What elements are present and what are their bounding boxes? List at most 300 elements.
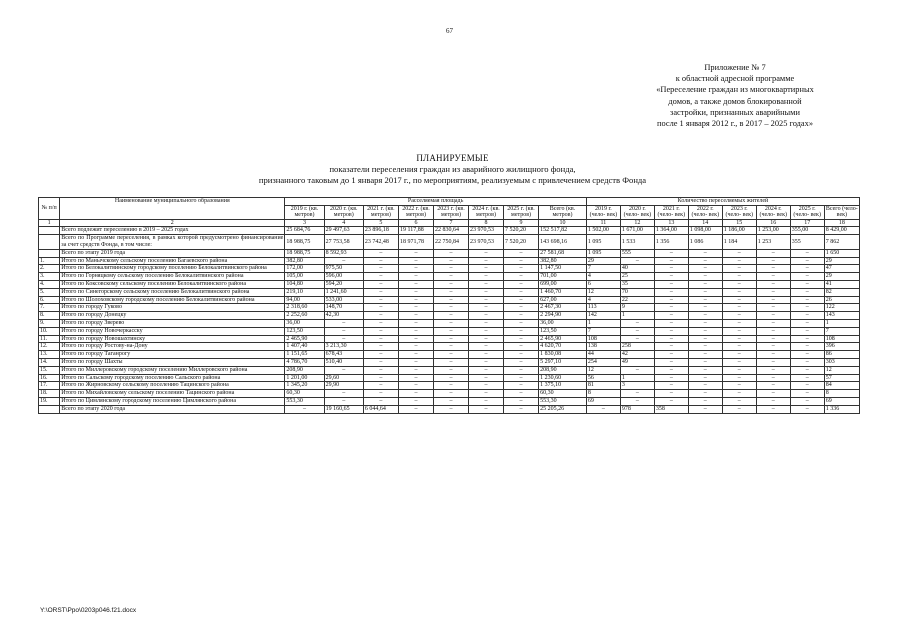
value-cell: – <box>398 312 433 320</box>
value-cell: 1 375,10 <box>539 382 587 390</box>
row-number: 13. <box>39 351 60 359</box>
value-cell: 1 201,00 <box>285 374 324 382</box>
value-cell: – <box>756 319 790 327</box>
value-cell: – <box>433 327 468 335</box>
value-cell: – <box>398 405 433 413</box>
table-row <box>39 366 860 374</box>
value-cell: – <box>620 257 654 265</box>
value-cell: – <box>469 312 504 320</box>
column-header: 2022 г. (кв. метров) <box>398 205 433 219</box>
column-header: 2019 г. (кв. метров) <box>285 205 324 219</box>
value-cell: 596,00 <box>324 273 363 281</box>
column-index: 11 <box>586 219 620 227</box>
value-cell: 9 <box>620 304 654 312</box>
value-cell: 355,00 <box>790 227 824 235</box>
value-cell: – <box>504 312 539 320</box>
value-cell: 3 213,30 <box>324 343 363 351</box>
value-cell: – <box>654 312 688 320</box>
table-head <box>39 198 860 227</box>
value-cell: – <box>504 249 539 257</box>
column-index: 10 <box>539 219 587 227</box>
value-cell: – <box>469 273 504 281</box>
value-cell: – <box>688 288 722 296</box>
value-cell: – <box>324 257 363 265</box>
value-cell: – <box>688 397 722 405</box>
value-cell: – <box>654 343 688 351</box>
value-cell: 396 <box>824 343 859 351</box>
value-cell: 1 098,00 <box>688 227 722 235</box>
value-cell: – <box>688 351 722 359</box>
value-cell: 60,30 <box>285 390 324 398</box>
value-cell: – <box>433 382 468 390</box>
value-cell: – <box>504 319 539 327</box>
value-cell: – <box>504 390 539 398</box>
value-cell: – <box>756 257 790 265</box>
value-cell: – <box>504 374 539 382</box>
value-cell: – <box>790 265 824 273</box>
row-number <box>39 235 60 250</box>
value-cell: – <box>469 351 504 359</box>
value-cell: – <box>324 319 363 327</box>
table-row <box>39 312 860 320</box>
column-header: 2021 г. (кв. метров) <box>363 205 398 219</box>
row-number: 11. <box>39 335 60 343</box>
value-cell: 1 086 <box>688 235 722 250</box>
value-cell: – <box>398 249 433 257</box>
table-row <box>39 265 860 273</box>
value-cell: – <box>688 366 722 374</box>
header-num: № п/п <box>39 198 60 220</box>
column-index: 8 <box>469 219 504 227</box>
municipality-name: Всего по этапу 2019 года <box>60 249 285 257</box>
value-cell: – <box>504 273 539 281</box>
appendix-line: к областной адресной программе <box>675 74 795 84</box>
column-index: 9 <box>504 219 539 227</box>
value-cell: – <box>620 335 654 343</box>
value-cell: 12 <box>586 288 620 296</box>
value-cell: – <box>790 390 824 398</box>
value-cell: – <box>433 296 468 304</box>
value-cell: 23 742,48 <box>363 235 398 250</box>
value-cell: – <box>504 304 539 312</box>
document-title <box>30 153 875 186</box>
value-cell: – <box>790 296 824 304</box>
value-cell: – <box>620 390 654 398</box>
value-cell: 81 <box>586 382 620 390</box>
value-cell: – <box>504 405 539 413</box>
value-cell: 18 971,78 <box>398 235 433 250</box>
value-cell: – <box>688 304 722 312</box>
column-index: 2 <box>60 219 285 227</box>
row-number: 17. <box>39 382 60 390</box>
value-cell: – <box>688 273 722 281</box>
value-cell: – <box>504 265 539 273</box>
value-cell: 1 095 <box>586 235 620 250</box>
value-cell: – <box>756 288 790 296</box>
value-cell: 8 429,00 <box>824 227 859 235</box>
value-cell: – <box>398 280 433 288</box>
value-cell: – <box>756 390 790 398</box>
value-cell: – <box>790 405 824 413</box>
table-row <box>39 351 860 359</box>
value-cell: 1 830,08 <box>539 351 587 359</box>
value-cell: 12 <box>586 366 620 374</box>
value-cell: 1 502,00 <box>586 227 620 235</box>
value-cell: – <box>433 397 468 405</box>
value-cell: 2 465,90 <box>539 335 587 343</box>
value-cell: 18 988,75 <box>285 249 324 257</box>
value-cell: 7 520,20 <box>504 235 539 250</box>
value-cell: – <box>363 273 398 281</box>
municipality-name: Итого по Синегорскому сельскому поселению Белокалитвинского района <box>60 288 285 296</box>
municipality-name: Итого по Жирновскому сельскому поселению Тацинского района <box>60 382 285 390</box>
value-cell: – <box>324 335 363 343</box>
value-cell: 152 517,82 <box>539 227 587 235</box>
value-cell: – <box>654 257 688 265</box>
appendix-line: «Переселение граждан из многоквартирных <box>656 85 814 95</box>
value-cell: – <box>722 390 756 398</box>
column-header: 2022 г. (чело- век) <box>688 205 722 219</box>
value-cell: 108 <box>586 335 620 343</box>
value-cell: – <box>398 296 433 304</box>
value-cell: 4 620,70 <box>539 343 587 351</box>
municipality-name: Итого по Сальскому городскому поселению Сальского района <box>60 374 285 382</box>
value-cell: – <box>688 319 722 327</box>
value-cell: – <box>363 351 398 359</box>
value-cell: 358 <box>654 405 688 413</box>
value-cell: – <box>504 351 539 359</box>
column-index: 3 <box>285 219 324 227</box>
value-cell: 82 <box>824 288 859 296</box>
value-cell: 86 <box>824 351 859 359</box>
value-cell: – <box>363 397 398 405</box>
column-index: 5 <box>363 219 398 227</box>
value-cell: 1 336 <box>824 405 859 413</box>
value-cell: 1 <box>824 319 859 327</box>
value-cell: – <box>469 366 504 374</box>
value-cell: – <box>504 296 539 304</box>
value-cell: – <box>398 304 433 312</box>
value-cell: – <box>398 265 433 273</box>
value-cell: – <box>504 358 539 366</box>
value-cell: – <box>363 358 398 366</box>
value-cell: – <box>469 257 504 265</box>
value-cell: – <box>688 390 722 398</box>
value-cell: – <box>363 327 398 335</box>
value-cell: – <box>363 257 398 265</box>
value-cell: 27 581,68 <box>539 249 587 257</box>
value-cell: – <box>469 358 504 366</box>
value-cell: – <box>688 343 722 351</box>
value-cell: – <box>504 397 539 405</box>
value-cell: 1 151,65 <box>285 351 324 359</box>
value-cell: 553,30 <box>285 397 324 405</box>
table-row <box>39 319 860 327</box>
value-cell: – <box>363 390 398 398</box>
value-cell: 1 241,60 <box>324 288 363 296</box>
value-cell: – <box>790 327 824 335</box>
value-cell: – <box>398 358 433 366</box>
value-cell: 49 <box>620 358 654 366</box>
value-cell: – <box>654 296 688 304</box>
municipality-name: Итого по Коксовскому сельскому поселению Белокалитвинского района <box>60 280 285 288</box>
value-cell: 7 <box>824 327 859 335</box>
value-cell: 104,80 <box>285 280 324 288</box>
value-cell: 26 <box>824 296 859 304</box>
value-cell: – <box>433 374 468 382</box>
value-cell: 142 <box>586 312 620 320</box>
value-cell: 29,60 <box>324 374 363 382</box>
municipality-name: Итого по городу Новошахтинску <box>60 335 285 343</box>
value-cell: – <box>398 319 433 327</box>
value-cell: – <box>504 257 539 265</box>
municipality-name: Итого по городу Гуково <box>60 304 285 312</box>
value-cell: 19 160,65 <box>324 405 363 413</box>
value-cell: – <box>756 249 790 257</box>
value-cell: 3 <box>620 382 654 390</box>
value-cell: – <box>654 280 688 288</box>
table-row <box>39 382 860 390</box>
column-header: 2020 г. (кв. метров) <box>324 205 363 219</box>
column-header: 2023 г. (чело- век) <box>722 205 756 219</box>
value-cell: 258 <box>620 343 654 351</box>
value-cell: – <box>324 390 363 398</box>
value-cell: 701,00 <box>539 273 587 281</box>
value-cell: – <box>722 312 756 320</box>
value-cell: – <box>654 366 688 374</box>
value-cell: 19 117,88 <box>398 227 433 235</box>
value-cell: 555 <box>620 249 654 257</box>
row-number: 14. <box>39 358 60 366</box>
value-cell: – <box>688 249 722 257</box>
value-cell: – <box>790 358 824 366</box>
value-cell: – <box>654 265 688 273</box>
column-index: 7 <box>433 219 468 227</box>
value-cell: 22 <box>620 296 654 304</box>
table-row <box>39 390 860 398</box>
table-row <box>39 257 860 265</box>
table-row <box>39 358 860 366</box>
appendix-line: застройки, признанных аварийными <box>670 107 800 117</box>
appendix-line: домов, а также домов блокированной <box>668 96 802 106</box>
value-cell: 122 <box>824 304 859 312</box>
value-cell: 7 862 <box>824 235 859 250</box>
value-cell: – <box>398 273 433 281</box>
municipality-name: Всего подлежит переселению в 2019 – 2025 годах <box>60 227 285 235</box>
column-index: 1 <box>39 219 60 227</box>
value-cell: 1 <box>586 319 620 327</box>
value-cell: – <box>654 273 688 281</box>
value-cell: – <box>586 405 620 413</box>
value-cell: 1 184 <box>722 235 756 250</box>
value-cell: – <box>504 335 539 343</box>
value-cell: – <box>756 374 790 382</box>
column-index: 16 <box>756 219 790 227</box>
value-cell: – <box>504 366 539 374</box>
value-cell: – <box>688 280 722 288</box>
appendix-line: после 1 января 2012 г., в 2017 – 2025 годах» <box>656 119 814 129</box>
value-cell: 594,20 <box>324 280 363 288</box>
value-cell: 4 <box>586 273 620 281</box>
column-index: 6 <box>398 219 433 227</box>
value-cell: 303 <box>824 358 859 366</box>
value-cell: 36,00 <box>539 319 587 327</box>
value-cell: 1 095 <box>586 249 620 257</box>
value-cell: – <box>722 405 756 413</box>
value-cell: 23 970,53 <box>469 227 504 235</box>
value-cell: – <box>756 296 790 304</box>
value-cell: – <box>722 382 756 390</box>
value-cell: 1 253,00 <box>756 227 790 235</box>
value-cell: – <box>722 304 756 312</box>
value-cell: 2 467,30 <box>539 304 587 312</box>
value-cell: – <box>654 304 688 312</box>
value-cell: 6 <box>586 280 620 288</box>
value-cell: – <box>469 397 504 405</box>
value-cell: 41 <box>824 280 859 288</box>
value-cell: – <box>790 273 824 281</box>
value-cell: 138 <box>586 343 620 351</box>
value-cell: – <box>790 319 824 327</box>
value-cell: 1 533 <box>620 235 654 250</box>
row-number: 9. <box>39 319 60 327</box>
value-cell: 1 356 <box>654 235 688 250</box>
value-cell: 382,80 <box>285 257 324 265</box>
value-cell: – <box>433 273 468 281</box>
value-cell: 2 465,90 <box>285 335 324 343</box>
value-cell: – <box>790 366 824 374</box>
value-cell: – <box>433 280 468 288</box>
value-cell: – <box>324 366 363 374</box>
value-cell: – <box>790 288 824 296</box>
value-cell: – <box>722 335 756 343</box>
municipality-name: Итого по Цимлянскому городскому поселению Цимлянского района <box>60 397 285 405</box>
value-cell: – <box>363 312 398 320</box>
value-cell: – <box>433 265 468 273</box>
title-line: признанного таковым до 1 января 2017 г., по мероприятиям, реализуемым с привлечением средств Фонда <box>258 175 647 185</box>
value-cell: – <box>654 335 688 343</box>
value-cell: 8 592,93 <box>324 249 363 257</box>
table-row <box>39 288 860 296</box>
value-cell: 510,40 <box>324 358 363 366</box>
value-cell: – <box>504 382 539 390</box>
municipality-name: Всего по этапу 2020 года <box>60 405 285 413</box>
table-row <box>39 343 860 351</box>
value-cell: – <box>620 397 654 405</box>
value-cell: 699,00 <box>539 280 587 288</box>
value-cell: 69 <box>586 397 620 405</box>
value-cell: – <box>433 343 468 351</box>
municipality-name: Итого по городу Таганрогу <box>60 351 285 359</box>
table-row <box>39 304 860 312</box>
value-cell: – <box>398 390 433 398</box>
value-cell: – <box>790 280 824 288</box>
value-cell: 70 <box>620 288 654 296</box>
header-area-group: Расселяемая площадь <box>285 198 587 206</box>
value-cell: – <box>756 335 790 343</box>
value-cell: – <box>722 358 756 366</box>
value-cell: 25 684,76 <box>285 227 324 235</box>
municipality-name: Итого по Манычскому сельскому поселению Багаевского района <box>60 257 285 265</box>
value-cell: 148,70 <box>324 304 363 312</box>
value-cell: – <box>654 288 688 296</box>
row-number: 7. <box>39 304 60 312</box>
row-number: 18. <box>39 390 60 398</box>
value-cell: – <box>398 382 433 390</box>
value-cell: – <box>654 374 688 382</box>
value-cell: – <box>756 358 790 366</box>
column-header: 2021 г. (чело- век) <box>654 205 688 219</box>
value-cell: 678,43 <box>324 351 363 359</box>
header-name: Наименование муниципального образования <box>60 198 285 220</box>
value-cell: – <box>398 343 433 351</box>
table-row <box>39 405 860 413</box>
value-cell: 35 <box>620 280 654 288</box>
value-cell: 44 <box>586 351 620 359</box>
value-cell: 975,50 <box>324 265 363 273</box>
table-row <box>39 374 860 382</box>
value-cell: – <box>363 288 398 296</box>
column-header: 2025 г. (кв. метров) <box>504 205 539 219</box>
table-row <box>39 327 860 335</box>
value-cell: – <box>756 327 790 335</box>
value-cell: – <box>363 265 398 273</box>
value-cell: – <box>363 382 398 390</box>
column-index: 17 <box>790 219 824 227</box>
row-number: 3. <box>39 273 60 281</box>
value-cell: 4 786,70 <box>285 358 324 366</box>
value-cell: – <box>363 296 398 304</box>
table-row <box>39 397 860 405</box>
value-cell: – <box>363 366 398 374</box>
value-cell: – <box>398 288 433 296</box>
value-cell: 60,30 <box>539 390 587 398</box>
municipality-name: Итого по Шолоховскому городскому поселению Белокалитвинского района <box>60 296 285 304</box>
value-cell: – <box>756 304 790 312</box>
value-cell: 23 896,18 <box>363 227 398 235</box>
value-cell: – <box>504 327 539 335</box>
value-cell: 25 205,26 <box>539 405 587 413</box>
row-number: 16. <box>39 374 60 382</box>
value-cell: 23 970,53 <box>469 235 504 250</box>
value-cell: – <box>398 257 433 265</box>
value-cell: – <box>722 296 756 304</box>
value-cell: 1 <box>620 312 654 320</box>
municipality-name: Итого по городу Донецку <box>60 312 285 320</box>
column-header: Всего (кв. метров) <box>539 205 587 219</box>
value-cell: – <box>756 397 790 405</box>
column-header: 2020 г. (чело- век) <box>620 205 654 219</box>
table-row <box>39 249 860 257</box>
value-cell: – <box>433 366 468 374</box>
value-cell: – <box>433 312 468 320</box>
value-cell: 208,90 <box>539 366 587 374</box>
value-cell: – <box>398 397 433 405</box>
municipality-name: Итого по Горняцкому сельскому поселению Белокалитвинского района <box>60 273 285 281</box>
value-cell: – <box>433 257 468 265</box>
row-number: 10. <box>39 327 60 335</box>
value-cell: 1 230,60 <box>539 374 587 382</box>
value-cell: – <box>722 288 756 296</box>
row-number <box>39 405 60 413</box>
value-cell: – <box>654 397 688 405</box>
value-cell: 143 <box>824 312 859 320</box>
row-number: 15. <box>39 366 60 374</box>
value-cell: – <box>654 351 688 359</box>
value-cell: – <box>504 343 539 351</box>
value-cell: – <box>722 374 756 382</box>
value-cell: – <box>654 358 688 366</box>
